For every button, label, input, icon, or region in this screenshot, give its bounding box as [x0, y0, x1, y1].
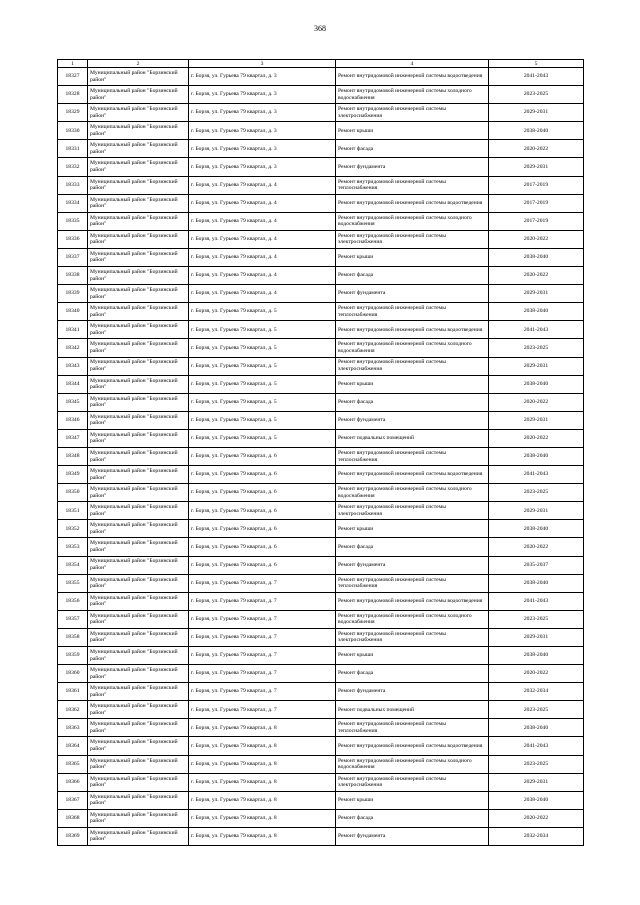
period-cell: 2020-2022	[489, 429, 584, 447]
period-cell: 2023-2025	[489, 755, 584, 773]
table-row	[58, 791, 584, 809]
district-cell: Муниципальный район "Борзинский район"	[88, 665, 189, 683]
table-row	[58, 176, 584, 194]
work-type-cell: Ремонт внутридомовой инженерной системы водоотведения	[336, 68, 489, 86]
district-cell: Муниципальный район "Борзинский район"	[88, 791, 189, 809]
row-number-cell: 18362	[58, 701, 88, 719]
table-row	[58, 466, 584, 484]
period-cell: 2017-2019	[489, 212, 584, 230]
address-cell: г. Борзя, ул. Гурьева 79 квартал, д. 8	[189, 719, 336, 737]
work-type-cell: Ремонт внутридомовой инженерной системы водоотведения	[336, 321, 489, 339]
address-cell: г. Борзя, ул. Гурьева 79 квартал, д. 8	[189, 737, 336, 755]
address-cell: г. Борзя, ул. Гурьева 79 квартал, д. 6	[189, 447, 336, 465]
district-cell: Муниципальный район "Борзинский район"	[88, 647, 189, 665]
address-cell: г. Борзя, ул. Гурьева 79 квартал, д. 5	[189, 429, 336, 447]
table-row	[58, 683, 584, 701]
work-type-cell: Ремонт внутридомовой инженерной системы теплоснабжения	[336, 719, 489, 737]
address-cell: г. Борзя, ул. Гурьева 79 квартал, д. 8	[189, 809, 336, 827]
work-type-cell: Ремонт внутридомовой инженерной системы теплоснабжения	[336, 574, 489, 592]
work-type-cell: Ремонт внутридомовой инженерной системы электроснабжения	[336, 628, 489, 646]
period-cell: 2020-2022	[489, 267, 584, 285]
district-cell: Муниципальный район "Борзинский район"	[88, 230, 189, 248]
work-type-cell: Ремонт внутридомовой инженерной системы холодного водоснабжения	[336, 755, 489, 773]
table-row	[58, 212, 584, 230]
header-col-4: 4	[336, 60, 489, 68]
table-row	[58, 665, 584, 683]
period-cell: 2020-2022	[489, 665, 584, 683]
period-cell: 2038-2040	[489, 303, 584, 321]
district-cell: Муниципальный район "Борзинский район"	[88, 827, 189, 845]
period-cell: 2038-2040	[489, 447, 584, 465]
address-cell: г. Борзя, ул. Гурьева 79 квартал, д. 6	[189, 484, 336, 502]
district-cell: Муниципальный район "Борзинский район"	[88, 429, 189, 447]
work-type-cell: Ремонт внутридомовой инженерной системы электроснабжения	[336, 502, 489, 520]
row-number-cell: 18330	[58, 122, 88, 140]
work-type-cell: Ремонт внутридомовой инженерной системы электроснабжения	[336, 230, 489, 248]
address-cell: г. Борзя, ул. Гурьева 79 квартал, д. 4	[189, 176, 336, 194]
district-cell: Муниципальный район "Борзинский район"	[88, 339, 189, 357]
district-cell: Муниципальный район "Борзинский район"	[88, 538, 189, 556]
district-cell: Муниципальный район "Борзинский район"	[88, 502, 189, 520]
period-cell: 2020-2022	[489, 393, 584, 411]
work-type-cell: Ремонт крыши	[336, 375, 489, 393]
district-cell: Муниципальный район "Борзинский район"	[88, 267, 189, 285]
work-type-cell: Ремонт крыши	[336, 122, 489, 140]
address-cell: г. Борзя, ул. Гурьева 79 квартал, д. 8	[189, 773, 336, 791]
row-number-cell: 18356	[58, 592, 88, 610]
row-number-cell: 18340	[58, 303, 88, 321]
address-cell: г. Борзя, ул. Гурьева 79 квартал, д. 5	[189, 303, 336, 321]
row-number-cell: 18358	[58, 628, 88, 646]
row-number-cell: 18366	[58, 773, 88, 791]
address-cell: г. Борзя, ул. Гурьева 79 квартал, д. 3	[189, 140, 336, 158]
work-type-cell: Ремонт внутридомовой инженерной системы холодного водоснабжения	[336, 86, 489, 104]
table-row	[58, 484, 584, 502]
period-cell: 2038-2040	[489, 574, 584, 592]
row-number-cell: 18364	[58, 737, 88, 755]
table-row	[58, 104, 584, 122]
work-type-cell: Ремонт внутридомовой инженерной системы холодного водоснабжения	[336, 484, 489, 502]
table-row	[58, 194, 584, 212]
table-row	[58, 158, 584, 176]
period-cell: 2023-2025	[489, 339, 584, 357]
period-cell: 2038-2040	[489, 248, 584, 266]
address-cell: г. Борзя, ул. Гурьева 79 квартал, д. 5	[189, 339, 336, 357]
row-number-cell: 18345	[58, 393, 88, 411]
district-cell: Муниципальный район "Борзинский район"	[88, 484, 189, 502]
period-cell: 2029-2031	[489, 773, 584, 791]
address-cell: г. Борзя, ул. Гурьева 79 квартал, д. 7	[189, 701, 336, 719]
row-number-cell: 18348	[58, 447, 88, 465]
district-cell: Муниципальный район "Борзинский район"	[88, 321, 189, 339]
district-cell: Муниципальный район "Борзинский район"	[88, 86, 189, 104]
table-body	[58, 68, 584, 846]
address-cell: г. Борзя, ул. Гурьева 79 квартал, д. 5	[189, 393, 336, 411]
address-cell: г. Борзя, ул. Гурьева 79 квартал, д. 4	[189, 285, 336, 303]
row-number-cell: 18351	[58, 502, 88, 520]
district-cell: Муниципальный район "Борзинский район"	[88, 574, 189, 592]
district-cell: Муниципальный район "Борзинский район"	[88, 466, 189, 484]
period-cell: 2032-2034	[489, 827, 584, 845]
row-number-cell: 18349	[58, 466, 88, 484]
period-cell: 2029-2031	[489, 411, 584, 429]
table-row	[58, 574, 584, 592]
period-cell: 2023-2025	[489, 701, 584, 719]
work-type-cell: Ремонт крыши	[336, 647, 489, 665]
work-type-cell: Ремонт фасада	[336, 538, 489, 556]
table-row	[58, 556, 584, 574]
address-cell: г. Борзя, ул. Гурьева 79 квартал, д. 3	[189, 86, 336, 104]
district-cell: Муниципальный район "Борзинский район"	[88, 375, 189, 393]
address-cell: г. Борзя, ул. Гурьева 79 квартал, д. 4	[189, 212, 336, 230]
work-type-cell: Ремонт внутридомовой инженерной системы электроснабжения	[336, 357, 489, 375]
work-type-cell: Ремонт внутридомовой инженерной системы теплоснабжения	[336, 303, 489, 321]
district-cell: Муниципальный район "Борзинский район"	[88, 393, 189, 411]
period-cell: 2038-2040	[489, 520, 584, 538]
district-cell: Муниципальный район "Борзинский район"	[88, 122, 189, 140]
work-type-cell: Ремонт внутридомовой инженерной системы теплоснабжения	[336, 447, 489, 465]
row-number-cell: 18369	[58, 827, 88, 845]
period-cell: 2023-2025	[489, 610, 584, 628]
period-cell: 2038-2040	[489, 791, 584, 809]
district-cell: Муниципальный район "Борзинский район"	[88, 176, 189, 194]
table-header	[58, 60, 584, 68]
period-cell: 2041-2043	[489, 466, 584, 484]
registry-table	[57, 59, 584, 846]
address-cell: г. Борзя, ул. Гурьева 79 квартал, д. 7	[189, 592, 336, 610]
table-row	[58, 122, 584, 140]
work-type-cell: Ремонт фундамента	[336, 827, 489, 845]
work-type-cell: Ремонт крыши	[336, 248, 489, 266]
period-cell: 2029-2031	[489, 285, 584, 303]
address-cell: г. Борзя, ул. Гурьева 79 квартал, д. 6	[189, 502, 336, 520]
address-cell: г. Борзя, ул. Гурьева 79 квартал, д. 3	[189, 104, 336, 122]
address-cell: г. Борзя, ул. Гурьева 79 квартал, д. 4	[189, 230, 336, 248]
row-number-cell: 18360	[58, 665, 88, 683]
district-cell: Муниципальный район "Борзинский район"	[88, 212, 189, 230]
address-cell: г. Борзя, ул. Гурьева 79 квартал, д. 4	[189, 194, 336, 212]
row-number-cell: 18352	[58, 520, 88, 538]
address-cell: г. Борзя, ул. Гурьева 79 квартал, д. 8	[189, 755, 336, 773]
table-row	[58, 285, 584, 303]
work-type-cell: Ремонт внутридомовой инженерной системы теплоснабжения	[336, 176, 489, 194]
district-cell: Муниципальный район "Борзинский район"	[88, 809, 189, 827]
district-cell: Муниципальный район "Борзинский район"	[88, 140, 189, 158]
row-number-cell: 18334	[58, 194, 88, 212]
work-type-cell: Ремонт крыши	[336, 791, 489, 809]
period-cell: 2029-2031	[489, 158, 584, 176]
work-type-cell: Ремонт фундамента	[336, 556, 489, 574]
row-number-cell: 18346	[58, 411, 88, 429]
header-col-2: 2	[88, 60, 189, 68]
row-number-cell: 18353	[58, 538, 88, 556]
work-type-cell: Ремонт внутридомовой инженерной системы водоотведения	[336, 194, 489, 212]
address-cell: г. Борзя, ул. Гурьева 79 квартал, д. 3	[189, 68, 336, 86]
table-row	[58, 86, 584, 104]
row-number-cell: 18343	[58, 357, 88, 375]
address-cell: г. Борзя, ул. Гурьева 79 квартал, д. 8	[189, 791, 336, 809]
address-cell: г. Борзя, ул. Гурьева 79 квартал, д. 3	[189, 122, 336, 140]
district-cell: Муниципальный район "Борзинский район"	[88, 447, 189, 465]
district-cell: Муниципальный район "Борзинский район"	[88, 158, 189, 176]
work-type-cell: Ремонт внутридомовой инженерной системы электроснабжения	[336, 104, 489, 122]
period-cell: 2020-2022	[489, 538, 584, 556]
table-row	[58, 140, 584, 158]
district-cell: Муниципальный район "Борзинский район"	[88, 755, 189, 773]
table-row	[58, 737, 584, 755]
period-cell: 2038-2040	[489, 375, 584, 393]
period-cell: 2041-2043	[489, 321, 584, 339]
period-cell: 2029-2031	[489, 357, 584, 375]
table-row	[58, 701, 584, 719]
row-number-cell: 18357	[58, 610, 88, 628]
work-type-cell: Ремонт подвальных помещений	[336, 701, 489, 719]
table-row	[58, 592, 584, 610]
address-cell: г. Борзя, ул. Гурьева 79 квартал, д. 8	[189, 827, 336, 845]
district-cell: Муниципальный район "Борзинский район"	[88, 683, 189, 701]
table-row	[58, 827, 584, 845]
table-row	[58, 248, 584, 266]
page-number: 368	[314, 24, 326, 33]
table-row	[58, 230, 584, 248]
row-number-cell: 18365	[58, 755, 88, 773]
row-number-cell: 18341	[58, 321, 88, 339]
table-row	[58, 393, 584, 411]
table-row	[58, 411, 584, 429]
district-cell: Муниципальный район "Борзинский район"	[88, 104, 189, 122]
work-type-cell: Ремонт фасада	[336, 809, 489, 827]
table-row	[58, 719, 584, 737]
period-cell: 2041-2043	[489, 592, 584, 610]
table-row	[58, 809, 584, 827]
period-cell: 2032-2034	[489, 683, 584, 701]
work-type-cell: Ремонт фасада	[336, 140, 489, 158]
period-cell: 2029-2031	[489, 104, 584, 122]
table-row	[58, 502, 584, 520]
address-cell: г. Борзя, ул. Гурьева 79 квартал, д. 5	[189, 411, 336, 429]
district-cell: Муниципальный район "Борзинский район"	[88, 411, 189, 429]
work-type-cell: Ремонт фундамента	[336, 158, 489, 176]
table-row	[58, 357, 584, 375]
address-cell: г. Борзя, ул. Гурьева 79 квартал, д. 7	[189, 647, 336, 665]
table-row	[58, 339, 584, 357]
district-cell: Муниципальный район "Борзинский район"	[88, 520, 189, 538]
district-cell: Муниципальный район "Борзинский район"	[88, 285, 189, 303]
address-cell: г. Борзя, ул. Гурьева 79 квартал, д. 7	[189, 574, 336, 592]
district-cell: Муниципальный район "Борзинский район"	[88, 248, 189, 266]
table-row	[58, 303, 584, 321]
row-number-cell: 18333	[58, 176, 88, 194]
period-cell: 2017-2019	[489, 194, 584, 212]
row-number-cell: 18359	[58, 647, 88, 665]
header-col-3: 3	[189, 60, 336, 68]
period-cell: 2038-2040	[489, 122, 584, 140]
period-cell: 2023-2025	[489, 484, 584, 502]
district-cell: Муниципальный район "Борзинский район"	[88, 701, 189, 719]
district-cell: Муниципальный район "Борзинский район"	[88, 610, 189, 628]
row-number-cell: 18363	[58, 719, 88, 737]
work-type-cell: Ремонт фасада	[336, 267, 489, 285]
work-type-cell: Ремонт внутридомовой инженерной системы холодного водоснабжения	[336, 610, 489, 628]
work-type-cell: Ремонт крыши	[336, 520, 489, 538]
work-type-cell: Ремонт фундамента	[336, 683, 489, 701]
address-cell: г. Борзя, ул. Гурьева 79 квартал, д. 5	[189, 375, 336, 393]
period-cell: 2041-2043	[489, 737, 584, 755]
work-type-cell: Ремонт внутридомовой инженерной системы водоотведения	[336, 592, 489, 610]
address-cell: г. Борзя, ул. Гурьева 79 квартал, д. 3	[189, 158, 336, 176]
row-number-cell: 18368	[58, 809, 88, 827]
district-cell: Муниципальный район "Борзинский район"	[88, 303, 189, 321]
district-cell: Муниципальный район "Борзинский район"	[88, 194, 189, 212]
work-type-cell: Ремонт внутридомовой инженерной системы холодного водоснабжения	[336, 339, 489, 357]
period-cell: 2023-2025	[489, 86, 584, 104]
header-row	[58, 60, 584, 68]
work-type-cell: Ремонт подвальных помещений	[336, 429, 489, 447]
row-number-cell: 18335	[58, 212, 88, 230]
period-cell: 2020-2022	[489, 230, 584, 248]
table-row	[58, 610, 584, 628]
row-number-cell: 18336	[58, 230, 88, 248]
district-cell: Муниципальный район "Борзинский район"	[88, 773, 189, 791]
address-cell: г. Борзя, ул. Гурьева 79 квартал, д. 6	[189, 520, 336, 538]
row-number-cell: 18354	[58, 556, 88, 574]
address-cell: г. Борзя, ул. Гурьева 79 квартал, д. 6	[189, 538, 336, 556]
district-cell: Муниципальный район "Борзинский район"	[88, 592, 189, 610]
row-number-cell: 18331	[58, 140, 88, 158]
work-type-cell: Ремонт фундамента	[336, 285, 489, 303]
work-type-cell: Ремонт внутридомовой инженерной системы электроснабжения	[336, 773, 489, 791]
row-number-cell: 18355	[58, 574, 88, 592]
address-cell: г. Борзя, ул. Гурьева 79 квартал, д. 4	[189, 248, 336, 266]
row-number-cell: 18361	[58, 683, 88, 701]
work-type-cell: Ремонт фасада	[336, 393, 489, 411]
period-cell: 2038-2040	[489, 647, 584, 665]
period-cell: 2020-2022	[489, 809, 584, 827]
header-col-5: 5	[489, 60, 584, 68]
address-cell: г. Борзя, ул. Гурьева 79 квартал, д. 5	[189, 357, 336, 375]
period-cell: 2029-2031	[489, 502, 584, 520]
table-row	[58, 267, 584, 285]
table-row	[58, 773, 584, 791]
work-type-cell: Ремонт внутридомовой инженерной системы водоотведения	[336, 737, 489, 755]
period-cell: 2029-2031	[489, 628, 584, 646]
district-cell: Муниципальный район "Борзинский район"	[88, 357, 189, 375]
district-cell: Муниципальный район "Борзинский район"	[88, 556, 189, 574]
table-row	[58, 520, 584, 538]
header-col-1: 1	[58, 60, 88, 68]
row-number-cell: 18342	[58, 339, 88, 357]
period-cell: 2041-2043	[489, 68, 584, 86]
work-type-cell: Ремонт внутридомовой инженерной системы холодного водоснабжения	[336, 212, 489, 230]
table-row	[58, 68, 584, 86]
work-type-cell: Ремонт внутридомовой инженерной системы водоотведения	[336, 466, 489, 484]
row-number-cell: 18344	[58, 375, 88, 393]
work-type-cell: Ремонт фундамента	[336, 411, 489, 429]
address-cell: г. Борзя, ул. Гурьева 79 квартал, д. 7	[189, 610, 336, 628]
work-type-cell: Ремонт фасада	[336, 665, 489, 683]
address-cell: г. Борзя, ул. Гурьева 79 квартал, д. 5	[189, 321, 336, 339]
table-row	[58, 538, 584, 556]
address-cell: г. Борзя, ул. Гурьева 79 квартал, д. 7	[189, 665, 336, 683]
period-cell: 2035-2037	[489, 556, 584, 574]
period-cell: 2017-2019	[489, 176, 584, 194]
period-cell: 2020-2022	[489, 140, 584, 158]
period-cell: 2038-2040	[489, 719, 584, 737]
district-cell: Муниципальный район "Борзинский район"	[88, 628, 189, 646]
district-cell: Муниципальный район "Борзинский район"	[88, 737, 189, 755]
table-row	[58, 447, 584, 465]
row-number-cell: 18327	[58, 68, 88, 86]
table-row	[58, 375, 584, 393]
row-number-cell: 18332	[58, 158, 88, 176]
row-number-cell: 18350	[58, 484, 88, 502]
row-number-cell: 18367	[58, 791, 88, 809]
table-row	[58, 321, 584, 339]
row-number-cell: 18329	[58, 104, 88, 122]
row-number-cell: 18338	[58, 267, 88, 285]
table-row	[58, 755, 584, 773]
district-cell: Муниципальный район "Борзинский район"	[88, 68, 189, 86]
row-number-cell: 18337	[58, 248, 88, 266]
table-row	[58, 429, 584, 447]
row-number-cell: 18328	[58, 86, 88, 104]
district-cell: Муниципальный район "Борзинский район"	[88, 719, 189, 737]
row-number-cell: 18339	[58, 285, 88, 303]
table-row	[58, 647, 584, 665]
address-cell: г. Борзя, ул. Гурьева 79 квартал, д. 7	[189, 683, 336, 701]
table-row	[58, 628, 584, 646]
address-cell: г. Борзя, ул. Гурьева 79 квартал, д. 4	[189, 267, 336, 285]
address-cell: г. Борзя, ул. Гурьева 79 квартал, д. 6	[189, 466, 336, 484]
address-cell: г. Борзя, ул. Гурьева 79 квартал, д. 6	[189, 556, 336, 574]
row-number-cell: 18347	[58, 429, 88, 447]
address-cell: г. Борзя, ул. Гурьева 79 квартал, д. 7	[189, 628, 336, 646]
